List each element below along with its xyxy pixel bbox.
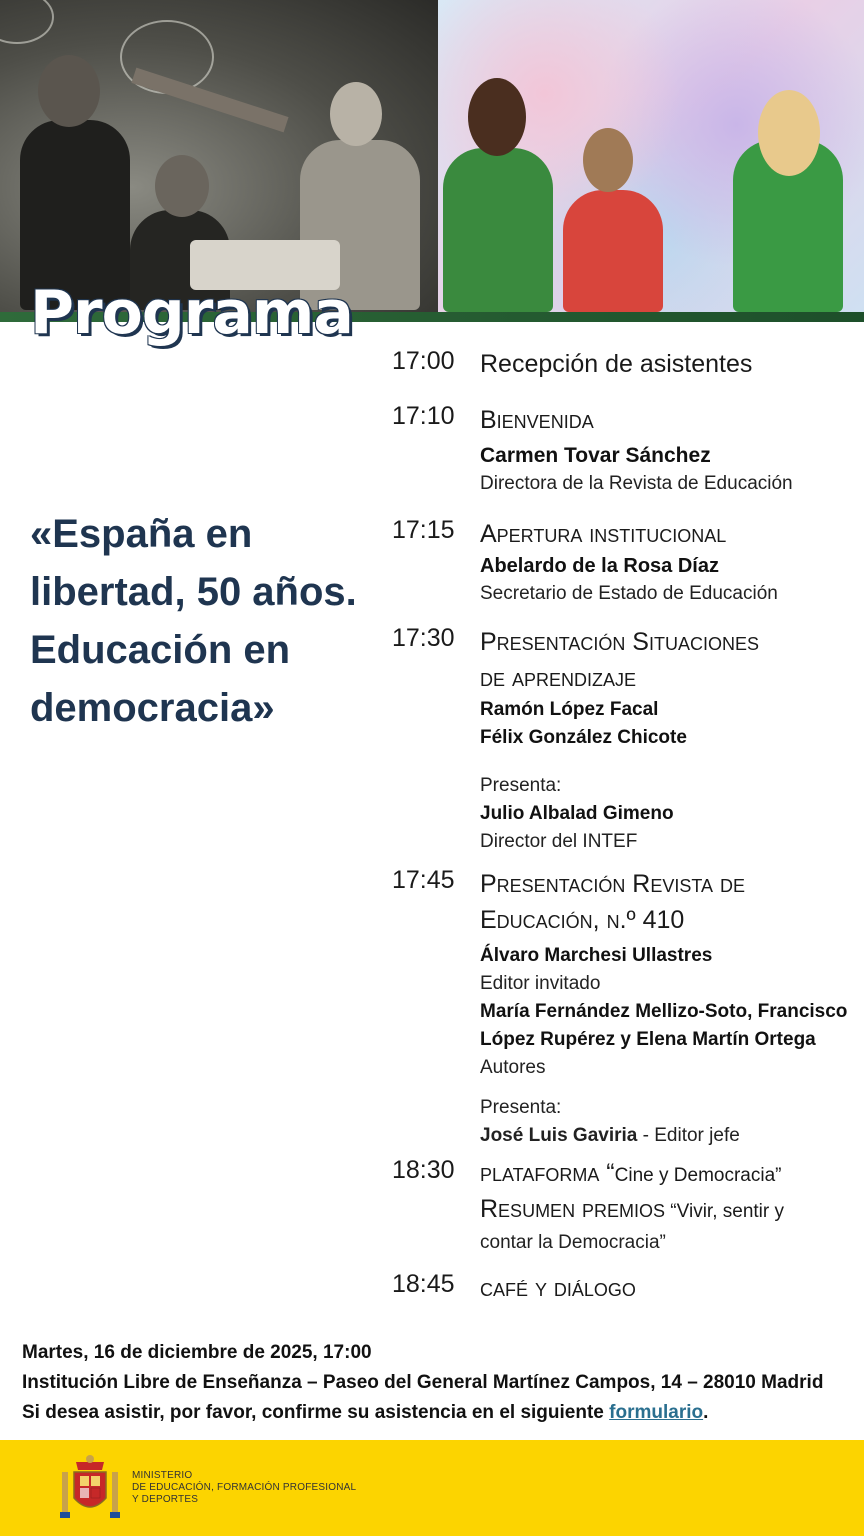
heading-part: “ — [599, 1159, 615, 1187]
presenter-name: Julio Albalad Gimeno — [480, 803, 674, 824]
event-details — [22, 1338, 852, 1428]
ministry-line: Y DEPORTES — [132, 1494, 199, 1505]
schedule-heading: de aprendizaje — [480, 664, 636, 692]
historic-classroom-photo — [0, 0, 438, 312]
schedule-heading — [480, 1156, 852, 1193]
speaker-role: Secretario de Estado de Educación — [480, 583, 778, 604]
presenter-role: Director del INTEF — [480, 831, 638, 852]
speaker-name: López Rupérez y Elena Martín Ortega — [480, 1029, 816, 1050]
schedule-time: 17:45 — [392, 866, 455, 894]
ministry-line: MINISTERIO — [132, 1470, 193, 1481]
event-date: Martes, 16 de diciembre de 2025, 17:00 — [22, 1342, 372, 1363]
schedule-heading: contar la Democracia” — [480, 1232, 666, 1253]
speaker-role: Editor invitado — [480, 973, 601, 994]
speaker-name: María Fernández Mellizo-Soto, Francisco — [480, 1001, 848, 1022]
schedule-time: 17:00 — [392, 347, 455, 375]
ministry-band — [0, 1440, 864, 1536]
presenter-line — [480, 1122, 852, 1150]
page-title: Programa — [30, 278, 353, 348]
schedule-heading: Presentación Revista de — [480, 870, 745, 898]
presenter-label: Presenta: — [480, 1097, 562, 1118]
heading-part: plataforma — [480, 1159, 600, 1187]
schedule-heading — [480, 902, 852, 938]
heading-part: 410 — [635, 906, 685, 934]
speaker-name: Ramón López Facal — [480, 699, 659, 720]
event-venue: Institución Libre de Enseñanza – Paseo del General Martínez Campos, 14 – 28010 Madrid — [22, 1372, 824, 1393]
schedule-heading: café y diálogo — [480, 1274, 636, 1302]
heading-part: Resumen premios — [480, 1195, 666, 1223]
event-title: «España en libertad, 50 años. Educación en democracia» — [30, 512, 357, 730]
ministry-line: DE EDUCACIÓN, FORMACIÓN PROFESIONAL — [132, 1482, 357, 1493]
speaker-name: Álvaro Marchesi Ullastres — [480, 945, 713, 966]
speaker-role: Autores — [480, 1057, 546, 1078]
rsvp-line — [22, 1398, 852, 1428]
speaker-name: Carmen Tovar Sánchez — [480, 444, 711, 467]
schedule-time: 17:30 — [392, 624, 455, 652]
schedule-time: 17:10 — [392, 402, 455, 430]
heading-part: Cine y Democracia” — [614, 1165, 782, 1186]
heading-part: Educación, n.º — [480, 906, 636, 934]
schedule-heading: Apertura institucional — [480, 520, 727, 548]
schedule-heading: Recepción de asistentes — [480, 350, 753, 378]
schedule-time: 18:30 — [392, 1156, 455, 1184]
speaker-role: Directora de la Revista de Educación — [480, 473, 793, 494]
hero-image — [0, 0, 864, 322]
rsvp-text: Si desea asistir, por favor, confirme su asistencia en el siguiente — [22, 1402, 610, 1423]
speaker-name: Félix González Chicote — [480, 727, 687, 748]
schedule-heading: Bienvenida — [480, 406, 594, 434]
schedule-heading — [480, 1193, 852, 1228]
rsvp-end: . — [703, 1402, 709, 1423]
spain-coat-of-arms-icon — [58, 1452, 122, 1524]
schedule-time: 17:15 — [392, 516, 455, 544]
presenter-name: José Luis Gaviria — [480, 1125, 638, 1146]
schedule-heading: Presentación Situaciones — [480, 628, 759, 656]
heading-part: “Vivir, sentir y — [665, 1201, 784, 1222]
ministry-name — [132, 1470, 356, 1506]
modern-painting-photo — [438, 0, 864, 312]
speaker-name: Abelardo de la Rosa Díaz — [480, 555, 719, 577]
presenter-role: - Editor jefe — [637, 1125, 740, 1146]
schedule-time: 18:45 — [392, 1270, 455, 1298]
presenter-label: Presenta: — [480, 775, 562, 796]
rsvp-form-link[interactable]: formulario — [609, 1402, 704, 1423]
